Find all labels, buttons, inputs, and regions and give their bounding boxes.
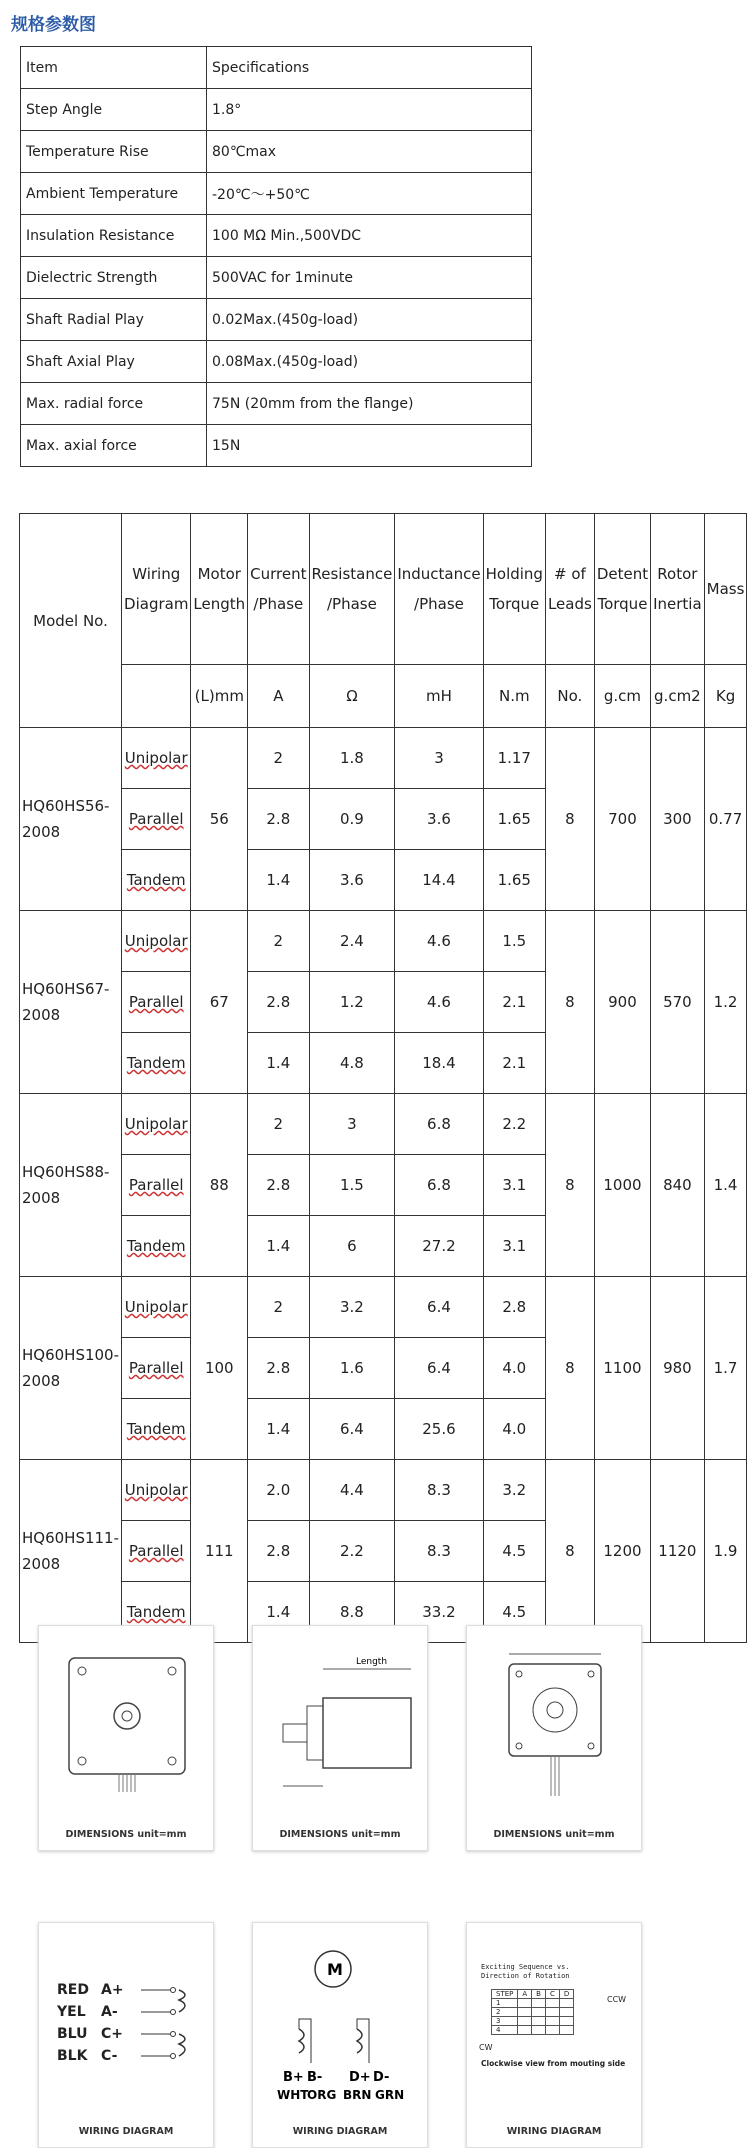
torque-cell: 2.1 bbox=[483, 972, 545, 1033]
sequence-cell bbox=[518, 2026, 532, 2035]
wire-color: BLU bbox=[57, 2026, 88, 2042]
mass-cell: 1.4 bbox=[704, 1094, 747, 1277]
mass-cell: 1.2 bbox=[704, 911, 747, 1094]
inductance-cell: 3.6 bbox=[395, 789, 483, 850]
sequence-cell bbox=[518, 2017, 532, 2026]
current-cell: 2.0 bbox=[248, 1460, 309, 1521]
motor-length: 100 bbox=[191, 1277, 248, 1460]
column-header: Current /Phase bbox=[248, 514, 309, 665]
torque-cell: 4.5 bbox=[483, 1521, 545, 1582]
wire-color-label: GRN bbox=[375, 2088, 405, 2102]
sequence-step: 1 bbox=[492, 1999, 518, 2008]
sequence-heading: Exciting Sequence vs. Direction of Rotation bbox=[481, 1963, 570, 1980]
sequence-cell bbox=[532, 2026, 546, 2035]
spec-row bbox=[21, 131, 532, 173]
inductance-cell: 4.6 bbox=[395, 911, 483, 972]
resistance-cell: 3.2 bbox=[309, 1277, 395, 1338]
wiring-diagrams bbox=[38, 1922, 642, 2148]
current-cell: 2 bbox=[248, 911, 309, 972]
dimension-caption: DIMENSIONS unit=mm bbox=[493, 1829, 615, 1840]
unit-cell: mH bbox=[395, 665, 483, 728]
spec-key: Temperature Rise bbox=[21, 131, 207, 173]
mass-cell: 0.77 bbox=[704, 728, 747, 911]
leads-cell: 8 bbox=[545, 1460, 594, 1643]
inductance-cell: 8.3 bbox=[395, 1460, 483, 1521]
spec-row bbox=[21, 215, 532, 257]
wiring-card-sequence bbox=[466, 1922, 642, 2148]
inductance-cell: 6.8 bbox=[395, 1094, 483, 1155]
sequence-cell bbox=[518, 1999, 532, 2008]
model-row bbox=[20, 1277, 747, 1338]
sequence-cell bbox=[545, 2008, 559, 2017]
torque-cell: 1.5 bbox=[483, 911, 545, 972]
wire-pin: C- bbox=[101, 2048, 118, 2064]
current-cell: 2 bbox=[248, 728, 309, 789]
sequence-cell bbox=[559, 2026, 573, 2035]
spec-key: Shaft Radial Play bbox=[21, 299, 207, 341]
unit-cell: g.cm bbox=[594, 665, 650, 728]
model-number: HQ60HS111-2008 bbox=[20, 1460, 122, 1643]
resistance-cell: 1.8 bbox=[309, 728, 395, 789]
inductance-cell: 6.8 bbox=[395, 1155, 483, 1216]
pin-label: D- bbox=[373, 2070, 390, 2085]
torque-cell: 2.1 bbox=[483, 1033, 545, 1094]
wire-list bbox=[57, 1979, 124, 2067]
pin-label: B- bbox=[307, 2070, 323, 2085]
column-header: Resistance /Phase bbox=[309, 514, 395, 665]
wire-color: BLK bbox=[57, 2048, 88, 2064]
torque-cell: 4.0 bbox=[483, 1399, 545, 1460]
detent-cell: 700 bbox=[594, 728, 650, 911]
resistance-cell: 1.5 bbox=[309, 1155, 395, 1216]
inertia-cell: 1120 bbox=[651, 1460, 705, 1643]
sequence-cell bbox=[559, 2008, 573, 2017]
leads-cell: 8 bbox=[545, 1094, 594, 1277]
motor-symbol: M bbox=[327, 1960, 343, 1979]
spec-row bbox=[21, 341, 532, 383]
detent-cell: 900 bbox=[594, 911, 650, 1094]
model-row bbox=[20, 728, 747, 789]
wiring-type: Unipolar bbox=[122, 911, 191, 972]
dimension-card-front bbox=[38, 1625, 214, 1851]
wiring-type: Tandem bbox=[122, 1216, 191, 1277]
resistance-cell: 4.8 bbox=[309, 1033, 395, 1094]
spec-table bbox=[20, 46, 532, 467]
sequence-cell bbox=[532, 1999, 546, 2008]
sequence-table bbox=[491, 1989, 574, 2035]
wiring-type: Tandem bbox=[122, 1033, 191, 1094]
spec-value: -20℃～+50℃ bbox=[207, 173, 532, 215]
current-cell: 1.4 bbox=[248, 1033, 309, 1094]
spec-row bbox=[21, 383, 532, 425]
sequence-cell bbox=[518, 2008, 532, 2017]
sequence-header-cell: STEP bbox=[492, 1990, 518, 1999]
current-cell: 1.4 bbox=[248, 1582, 309, 1643]
wiring-type: Unipolar bbox=[122, 728, 191, 789]
sequence-step: 4 bbox=[492, 2026, 518, 2035]
resistance-cell: 2.2 bbox=[309, 1521, 395, 1582]
inductance-cell: 6.4 bbox=[395, 1277, 483, 1338]
sequence-cell bbox=[559, 1999, 573, 2008]
sequence-cell bbox=[545, 2017, 559, 2026]
wiring-type: Tandem bbox=[122, 1582, 191, 1643]
ccw-label: CCW bbox=[607, 1995, 627, 2004]
model-number: HQ60HS100-2008 bbox=[20, 1277, 122, 1460]
inertia-cell: 980 bbox=[651, 1277, 705, 1460]
model-table bbox=[19, 513, 747, 1643]
spec-row bbox=[21, 257, 532, 299]
mass-cell: 1.9 bbox=[704, 1460, 747, 1643]
wiring-caption: WIRING DIAGRAM bbox=[78, 2126, 174, 2137]
dimension-card-side bbox=[252, 1625, 428, 1851]
spec-value: 1.8° bbox=[207, 89, 532, 131]
current-cell: 1.4 bbox=[248, 850, 309, 911]
inductance-cell: 14.4 bbox=[395, 850, 483, 911]
spec-value: 0.02Max.(450g-load) bbox=[207, 299, 532, 341]
bottom-view-drawing bbox=[475, 1636, 633, 1816]
sequence-step: 2 bbox=[492, 2008, 518, 2017]
wire-color-label: BRN bbox=[343, 2088, 372, 2102]
column-header: Detent Torque bbox=[594, 514, 650, 665]
model-number: HQ60HS88-2008 bbox=[20, 1094, 122, 1277]
wiring-type: Tandem bbox=[122, 1399, 191, 1460]
torque-cell: 1.65 bbox=[483, 789, 545, 850]
page-title: 规格参数图 bbox=[11, 15, 96, 35]
torque-cell: 4.5 bbox=[483, 1582, 545, 1643]
torque-cell: 3.1 bbox=[483, 1155, 545, 1216]
bipolar-drawing bbox=[261, 1933, 419, 2113]
unit-cell: No. bbox=[545, 665, 594, 728]
spec-key: Insulation Resistance bbox=[21, 215, 207, 257]
wiring-type: Parallel bbox=[122, 789, 191, 850]
inductance-cell: 4.6 bbox=[395, 972, 483, 1033]
wiring-type: Unipolar bbox=[122, 1094, 191, 1155]
sequence-footer: Clockwise view from mouting side bbox=[481, 2059, 626, 2068]
units-row bbox=[20, 665, 747, 728]
current-cell: 2 bbox=[248, 1094, 309, 1155]
sequence-cell bbox=[559, 2017, 573, 2026]
leads-cell: 8 bbox=[545, 728, 594, 911]
resistance-cell: 1.6 bbox=[309, 1338, 395, 1399]
sequence-cell bbox=[545, 2026, 559, 2035]
model-number: HQ60HS67-2008 bbox=[20, 911, 122, 1094]
spec-row bbox=[21, 89, 532, 131]
inductance-cell: 18.4 bbox=[395, 1033, 483, 1094]
current-cell: 2.8 bbox=[248, 1521, 309, 1582]
spec-value: 75N (20mm from the flange) bbox=[207, 383, 532, 425]
unit-cell: Kg bbox=[704, 665, 747, 728]
wiring-type: Parallel bbox=[122, 972, 191, 1033]
column-header: Model No. bbox=[20, 514, 122, 728]
current-cell: 2.8 bbox=[248, 1338, 309, 1399]
wiring-caption: WIRING DIAGRAM bbox=[506, 2126, 602, 2137]
sequence-header-cell: B bbox=[532, 1990, 546, 1999]
pin-label: B+ bbox=[283, 2070, 304, 2085]
wiring-type: Parallel bbox=[122, 1155, 191, 1216]
column-header: Wiring Diagram bbox=[122, 514, 191, 665]
unit-cell: g.cm2 bbox=[651, 665, 705, 728]
sequence-row bbox=[492, 2026, 574, 2035]
resistance-cell: 1.2 bbox=[309, 972, 395, 1033]
wiring-caption: WIRING DIAGRAM bbox=[292, 2126, 388, 2137]
detent-cell: 1200 bbox=[594, 1460, 650, 1643]
column-header: Holding Torque bbox=[483, 514, 545, 665]
spec-value: 15N bbox=[207, 425, 532, 467]
torque-cell: 3.2 bbox=[483, 1460, 545, 1521]
resistance-cell: 6.4 bbox=[309, 1399, 395, 1460]
front-view-drawing bbox=[47, 1636, 205, 1816]
unit-cell bbox=[122, 665, 191, 728]
wire-pin: A- bbox=[101, 2004, 118, 2020]
inductance-cell: 3 bbox=[395, 728, 483, 789]
torque-cell: 1.17 bbox=[483, 728, 545, 789]
resistance-cell: 0.9 bbox=[309, 789, 395, 850]
column-header: Inductance /Phase bbox=[395, 514, 483, 665]
spec-value: 80℃max bbox=[207, 131, 532, 173]
length-label: Length bbox=[356, 1657, 388, 1667]
spec-value: 500VAC for 1minute bbox=[207, 257, 532, 299]
spec-key: Max. radial force bbox=[21, 383, 207, 425]
sequence-header-cell: D bbox=[559, 1990, 573, 1999]
current-cell: 2.8 bbox=[248, 1155, 309, 1216]
current-cell: 1.4 bbox=[248, 1216, 309, 1277]
spec-key: Item bbox=[21, 47, 207, 89]
torque-cell: 3.1 bbox=[483, 1216, 545, 1277]
resistance-cell: 3.6 bbox=[309, 850, 395, 911]
wiring-card-bipolar bbox=[252, 1922, 428, 2148]
cw-label: CW bbox=[479, 2043, 493, 2052]
resistance-cell: 4.4 bbox=[309, 1460, 395, 1521]
unit-cell: Ω bbox=[309, 665, 395, 728]
model-row bbox=[20, 911, 747, 972]
motor-length: 56 bbox=[191, 728, 248, 911]
spec-key: Dielectric Strength bbox=[21, 257, 207, 299]
header-row bbox=[20, 514, 747, 665]
torque-cell: 2.8 bbox=[483, 1277, 545, 1338]
current-cell: 2.8 bbox=[248, 972, 309, 1033]
sequence-header-cell: A bbox=[518, 1990, 532, 1999]
current-cell: 2 bbox=[248, 1277, 309, 1338]
inductance-cell: 25.6 bbox=[395, 1399, 483, 1460]
wiring-type: Unipolar bbox=[122, 1460, 191, 1521]
inertia-cell: 300 bbox=[651, 728, 705, 911]
sequence-header-cell: C bbox=[545, 1990, 559, 1999]
torque-cell: 2.2 bbox=[483, 1094, 545, 1155]
motor-length: 111 bbox=[191, 1460, 248, 1643]
inductance-cell: 6.4 bbox=[395, 1338, 483, 1399]
sequence-row bbox=[492, 2017, 574, 2026]
spec-value: 100 MΩ Min.,500VDC bbox=[207, 215, 532, 257]
spec-value: Specifications bbox=[207, 47, 532, 89]
resistance-cell: 3 bbox=[309, 1094, 395, 1155]
wire-color-label: ORG bbox=[307, 2088, 337, 2102]
wire-pin: C+ bbox=[101, 2026, 124, 2042]
inductance-cell: 33.2 bbox=[395, 1582, 483, 1643]
wire-pin: A+ bbox=[101, 1982, 124, 1998]
current-cell: 2.8 bbox=[248, 789, 309, 850]
sequence-step: 3 bbox=[492, 2017, 518, 2026]
sequence-cell bbox=[545, 1999, 559, 2008]
sequence-header bbox=[492, 1990, 574, 1999]
detent-cell: 1000 bbox=[594, 1094, 650, 1277]
model-number: HQ60HS56-2008 bbox=[20, 728, 122, 911]
motor-length: 67 bbox=[191, 911, 248, 1094]
wire-color-label: WHT bbox=[277, 2088, 309, 2102]
torque-cell: 1.65 bbox=[483, 850, 545, 911]
column-header: Motor Length bbox=[191, 514, 248, 665]
leads-cell: 8 bbox=[545, 911, 594, 1094]
wire-color: RED bbox=[57, 1982, 89, 1998]
spec-key: Shaft Axial Play bbox=[21, 341, 207, 383]
spec-row bbox=[21, 47, 532, 89]
model-row bbox=[20, 1094, 747, 1155]
sequence-cell bbox=[532, 2017, 546, 2026]
resistance-cell: 6 bbox=[309, 1216, 395, 1277]
sequence-row bbox=[492, 2008, 574, 2017]
column-header: # of Leads bbox=[545, 514, 594, 665]
wire-color: YEL bbox=[57, 2004, 86, 2020]
torque-cell: 4.0 bbox=[483, 1338, 545, 1399]
spec-key: Step Angle bbox=[21, 89, 207, 131]
inertia-cell: 840 bbox=[651, 1094, 705, 1277]
coil-drawing bbox=[139, 1979, 203, 2075]
column-header: Rotor Inertia bbox=[651, 514, 705, 665]
motor-length: 88 bbox=[191, 1094, 248, 1277]
unit-cell: A bbox=[248, 665, 309, 728]
current-cell: 1.4 bbox=[248, 1399, 309, 1460]
spec-row bbox=[21, 299, 532, 341]
wiring-type: Parallel bbox=[122, 1521, 191, 1582]
spec-key: Ambient Temperature bbox=[21, 173, 207, 215]
pin-label: D+ bbox=[349, 2070, 371, 2085]
wiring-type: Unipolar bbox=[122, 1277, 191, 1338]
inductance-cell: 27.2 bbox=[395, 1216, 483, 1277]
side-view-drawing bbox=[261, 1636, 419, 1816]
wiring-card-unipolar bbox=[38, 1922, 214, 2148]
inertia-cell: 570 bbox=[651, 911, 705, 1094]
inductance-cell: 8.3 bbox=[395, 1521, 483, 1582]
unit-cell: (L)mm bbox=[191, 665, 248, 728]
model-row bbox=[20, 1460, 747, 1521]
unit-cell: N.m bbox=[483, 665, 545, 728]
dimension-card-bottom bbox=[466, 1625, 642, 1851]
sequence-cell bbox=[532, 2008, 546, 2017]
spec-row bbox=[21, 425, 532, 467]
resistance-cell: 8.8 bbox=[309, 1582, 395, 1643]
spec-key: Max. axial force bbox=[21, 425, 207, 467]
sequence-row bbox=[492, 1999, 574, 2008]
mass-cell: 1.7 bbox=[704, 1277, 747, 1460]
dimension-caption: DIMENSIONS unit=mm bbox=[279, 1829, 401, 1840]
dimension-diagrams bbox=[38, 1625, 642, 1851]
wiring-type: Tandem bbox=[122, 850, 191, 911]
column-header: Mass bbox=[704, 514, 747, 665]
detent-cell: 1100 bbox=[594, 1277, 650, 1460]
spec-value: 0.08Max.(450g-load) bbox=[207, 341, 532, 383]
spec-row bbox=[21, 173, 532, 215]
dimension-caption: DIMENSIONS unit=mm bbox=[65, 1829, 187, 1840]
leads-cell: 8 bbox=[545, 1277, 594, 1460]
wiring-type: Parallel bbox=[122, 1338, 191, 1399]
resistance-cell: 2.4 bbox=[309, 911, 395, 972]
